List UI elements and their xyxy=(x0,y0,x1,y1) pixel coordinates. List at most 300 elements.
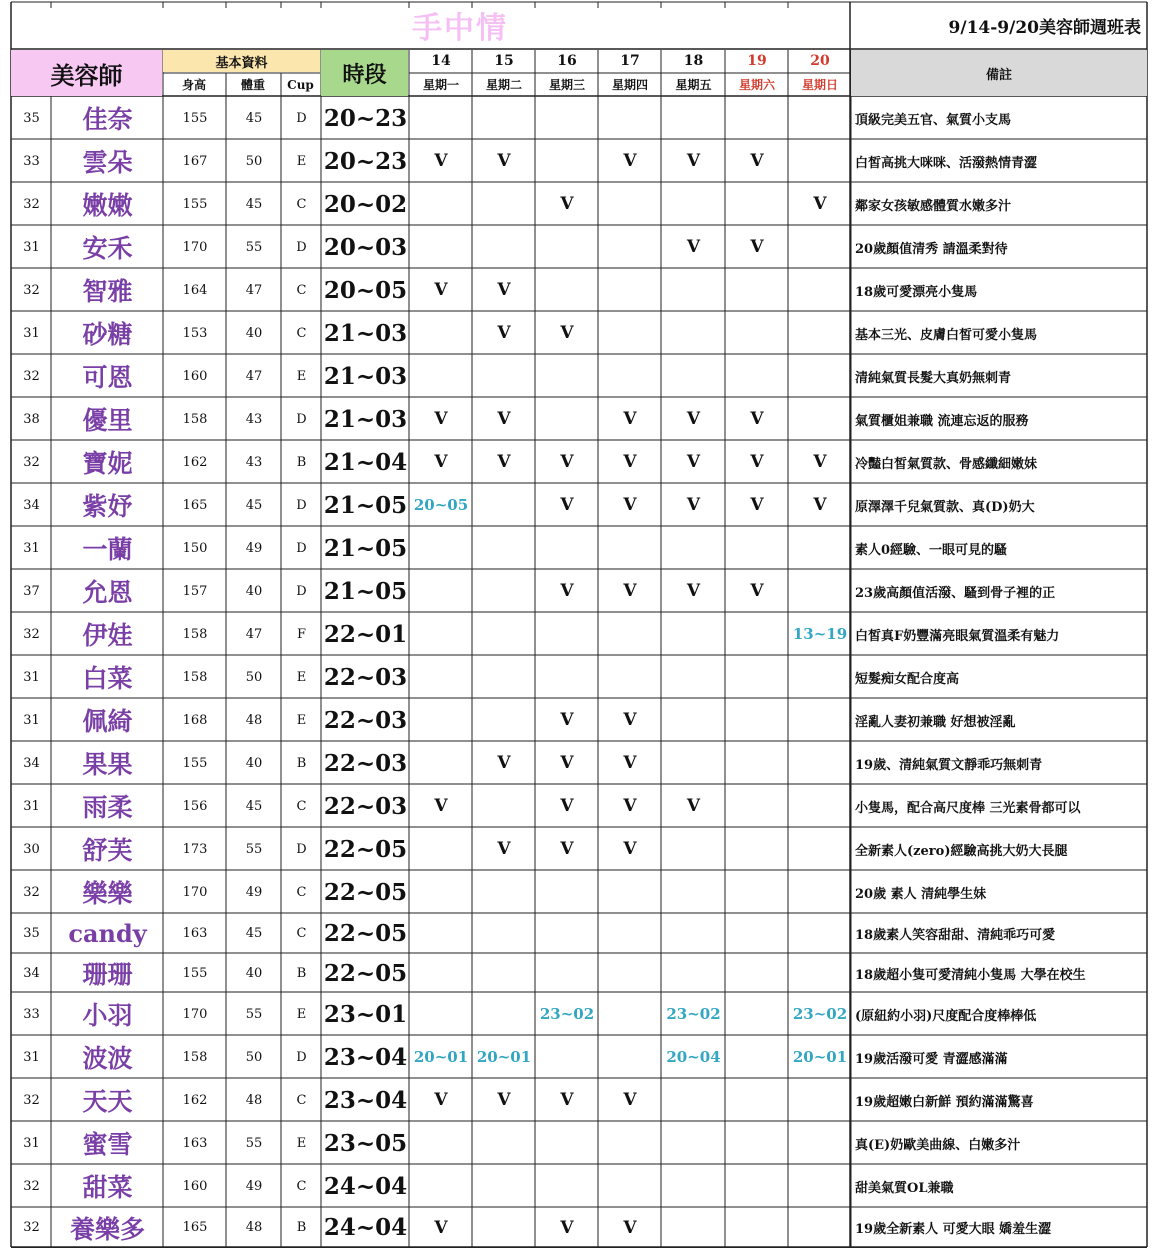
schedule-cell-16 xyxy=(536,613,598,655)
schedule-cell-18: 20~04 xyxy=(666,1048,721,1066)
schedule-cell-19 xyxy=(726,1036,788,1078)
schedule-cell-14 xyxy=(410,742,472,784)
schedule-cell-15 xyxy=(473,1165,535,1207)
time-slot: 24~04 xyxy=(323,1214,408,1241)
schedule-cell-17 xyxy=(599,355,661,397)
schedule-cell-17: V xyxy=(623,710,637,730)
week-schedule-title: 9/14-9/20美容師週班表 xyxy=(948,17,1141,38)
therapist-name: 舒芙 xyxy=(82,836,133,865)
time-slot: 24~04 xyxy=(323,1172,408,1200)
header-basic-info: 基本資料 xyxy=(163,50,320,72)
schedule-cell-19: V xyxy=(750,409,764,429)
schedule-cell-20 xyxy=(789,871,851,913)
schedule-cell-16 xyxy=(536,355,598,397)
schedule-cell-19 xyxy=(726,97,788,139)
schedule-cell-20 xyxy=(789,226,851,268)
therapist-name: 可恩 xyxy=(82,363,133,392)
schedule-cell-17 xyxy=(599,226,661,268)
remark-text: 清純氣質長髮大真奶無刺青 xyxy=(855,370,1012,386)
weight-value: 49 xyxy=(245,1178,263,1194)
schedule-cell-19 xyxy=(726,742,788,784)
time-slot: 20~23 xyxy=(323,147,408,175)
weight-value: 55 xyxy=(245,1006,263,1022)
remark-text: 全新素人(zero)經驗高挑大奶大長腿 xyxy=(855,843,1068,859)
weight-value: 43 xyxy=(245,411,263,427)
row-number: 31 xyxy=(23,540,40,556)
time-slot: 22~01 xyxy=(323,620,408,648)
schedule-cell-20 xyxy=(789,1122,851,1164)
schedule-cell-16 xyxy=(536,97,598,139)
schedule-cell-14: V xyxy=(434,796,448,816)
row-number: 31 xyxy=(23,239,40,255)
schedule-cell-19 xyxy=(726,699,788,741)
therapist-name: 允恩 xyxy=(82,578,133,607)
schedule-cell-20 xyxy=(789,699,851,741)
weight-value: 45 xyxy=(245,926,263,941)
schedule-cell-15 xyxy=(473,785,535,827)
schedule-cell-15 xyxy=(473,613,535,655)
weight-value: 48 xyxy=(245,712,263,728)
schedule-cell-16: V xyxy=(560,710,574,730)
day-weekday-15: 星期二 xyxy=(485,78,522,92)
row-number: 34 xyxy=(23,755,40,771)
schedule-cell-15 xyxy=(473,226,535,268)
schedule-cell-17 xyxy=(599,97,661,139)
weight-value: 40 xyxy=(245,583,263,599)
schedule-cell-17 xyxy=(599,1122,661,1164)
schedule-cell-20 xyxy=(789,1208,851,1247)
weight-value: 40 xyxy=(245,965,263,981)
schedule-cell-15 xyxy=(473,656,535,698)
schedule-cell-14 xyxy=(410,993,472,1035)
remark-text: 20歲顏值清秀 請溫柔對待 xyxy=(855,241,1008,257)
row-number: 32 xyxy=(23,368,40,384)
weight-value: 55 xyxy=(245,239,263,255)
schedule-cell-15: V xyxy=(497,280,511,300)
schedule-cell-16 xyxy=(536,398,598,440)
time-slot: 22~05 xyxy=(323,878,408,906)
day-weekday-14: 星期一 xyxy=(422,78,459,92)
schedule-cell-14 xyxy=(410,1122,472,1164)
schedule-cell-16: V xyxy=(560,194,574,214)
remark-text: 20歲 素人 清純學生妹 xyxy=(855,886,987,902)
schedule-cell-18 xyxy=(662,1079,725,1121)
schedule-cell-17: V xyxy=(623,1217,637,1238)
weight-value: 49 xyxy=(245,884,263,900)
weight-value: 47 xyxy=(245,368,263,384)
cup-value: E xyxy=(296,712,307,728)
schedule-cell-16: V xyxy=(560,323,574,343)
schedule-cell-17 xyxy=(599,656,661,698)
schedule-cell-14 xyxy=(410,355,472,397)
height-value: 158 xyxy=(182,1049,208,1065)
schedule-cell-17 xyxy=(599,1165,661,1207)
time-slot: 23~05 xyxy=(323,1129,408,1157)
time-slot: 22~05 xyxy=(323,835,408,863)
cup-value: D xyxy=(296,1049,307,1065)
schedule-cell-19 xyxy=(726,1079,788,1121)
schedule-cell-14: V xyxy=(434,1090,448,1110)
schedule-cell-16 xyxy=(536,1165,598,1207)
schedule-cell-14 xyxy=(410,699,472,741)
time-slot: 21~04 xyxy=(323,448,408,476)
height-value: 158 xyxy=(182,411,208,427)
schedule-cell-17 xyxy=(599,183,661,225)
time-slot: 22~03 xyxy=(323,792,408,820)
schedule-cell-19: V xyxy=(750,452,764,472)
cup-value: D xyxy=(296,841,307,857)
therapist-name: 佳奈 xyxy=(82,105,133,134)
schedule-cell-15: V xyxy=(497,839,511,859)
cup-value: C xyxy=(296,1092,307,1108)
therapist-name: 果果 xyxy=(82,750,133,779)
schedule-cell-16 xyxy=(536,140,598,182)
schedule-cell-15 xyxy=(473,355,535,397)
schedule-cell-18: V xyxy=(686,581,701,601)
schedule-cell-18 xyxy=(662,527,725,569)
row-number: 32 xyxy=(23,1178,40,1194)
therapist-name: 紫妤 xyxy=(82,492,133,521)
schedule-cell-20 xyxy=(789,97,851,139)
schedule-cell-14 xyxy=(410,656,472,698)
schedule-cell-16 xyxy=(536,226,598,268)
row-number: 32 xyxy=(23,1092,40,1108)
schedule-cell-18 xyxy=(662,613,725,655)
schedule-cell-14 xyxy=(410,527,472,569)
therapist-name: 天天 xyxy=(82,1087,133,1116)
schedule-cell-18 xyxy=(662,312,725,354)
weight-value: 45 xyxy=(245,196,263,212)
weight-value: 50 xyxy=(245,1049,263,1065)
brand-title: 手中情 xyxy=(412,11,508,46)
remark-text: 19歲全新素人 可愛大眼 嬌羞生澀 xyxy=(855,1222,1052,1237)
schedule-cell-19: V xyxy=(750,237,764,257)
schedule-cell-18 xyxy=(662,914,725,953)
therapist-name: 蜜雪 xyxy=(82,1130,133,1159)
schedule-cell-16 xyxy=(536,954,598,992)
schedule-cell-14 xyxy=(410,871,472,913)
time-slot: 20~02 xyxy=(323,190,408,218)
remark-text: 冷豔白皙氣質款、骨感纖細嫩妹 xyxy=(855,456,1038,472)
schedule-cell-19 xyxy=(726,355,788,397)
schedule-cell-19: V xyxy=(750,495,764,515)
cup-value: C xyxy=(296,884,307,900)
cup-value: B xyxy=(296,755,307,771)
schedule-cell-19 xyxy=(726,1122,788,1164)
cup-value: C xyxy=(296,798,307,814)
cup-value: B xyxy=(296,965,307,981)
day-date-20: 20 xyxy=(810,53,830,69)
remark-text: 基本三光、皮膚白皙可愛小隻馬 xyxy=(855,327,1038,343)
day-date-17: 17 xyxy=(620,53,640,69)
schedule-cell-19 xyxy=(726,828,788,870)
weight-value: 40 xyxy=(245,325,263,341)
remark-text: 19歲超嫩白新鮮 預約滿滿驚喜 xyxy=(855,1094,1034,1110)
schedule-cell-16 xyxy=(536,871,598,913)
schedule-cell-17 xyxy=(599,269,661,311)
schedule-cell-16 xyxy=(536,1122,598,1164)
cup-value: F xyxy=(296,626,307,642)
schedule-cell-18: 23~02 xyxy=(666,1005,721,1023)
weight-value: 45 xyxy=(245,497,263,513)
schedule-cell-14 xyxy=(410,828,472,870)
height-value: 155 xyxy=(182,965,208,981)
schedule-cell-20: V xyxy=(813,452,827,472)
row-number: 33 xyxy=(23,153,40,169)
schedule-cell-17: V xyxy=(623,753,637,773)
schedule-cell-14 xyxy=(410,97,472,139)
cup-value: E xyxy=(296,1006,307,1022)
schedule-cell-19 xyxy=(726,312,788,354)
weight-value: 43 xyxy=(245,454,263,470)
schedule-cell-20 xyxy=(789,954,851,992)
height-value: 165 xyxy=(182,1220,208,1235)
therapist-name: 白菜 xyxy=(82,664,133,693)
height-value: 157 xyxy=(182,583,208,599)
schedule-cell-18: V xyxy=(686,237,701,257)
schedule-cell-17 xyxy=(599,871,661,913)
therapist-name: 雲朵 xyxy=(82,148,133,177)
height-value: 162 xyxy=(182,454,208,470)
row-number: 34 xyxy=(23,497,40,513)
remark-text: 19歲、清純氣質文靜乖巧無刺青 xyxy=(855,757,1043,773)
height-value: 170 xyxy=(182,884,208,900)
schedule-cell-19 xyxy=(726,269,788,311)
remark-text: 18歲素人笑容甜甜、清純乖巧可愛 xyxy=(855,928,1056,943)
schedule-cell-15 xyxy=(473,527,535,569)
schedule-cell-15 xyxy=(473,97,535,139)
height-value: 158 xyxy=(182,669,208,685)
schedule-cell-20 xyxy=(789,785,851,827)
schedule-cell-19 xyxy=(726,1165,788,1207)
schedule-cell-14 xyxy=(410,1165,472,1207)
schedule-cell-20 xyxy=(789,656,851,698)
height-value: 163 xyxy=(182,1135,208,1151)
schedule-cell-14 xyxy=(410,613,472,655)
time-slot: 21~05 xyxy=(323,534,408,562)
remark-text: 原澤澤千兒氣質款、真(D)奶大 xyxy=(855,499,1035,515)
schedule-cell-18 xyxy=(662,97,725,139)
day-date-19: 19 xyxy=(747,53,767,69)
schedule-cell-18 xyxy=(662,871,725,913)
schedule-cell-16: V xyxy=(560,581,574,601)
height-value: 173 xyxy=(182,841,208,857)
schedule-cell-14: V xyxy=(434,409,448,429)
therapist-name: 小羽 xyxy=(82,1001,133,1030)
height-value: 168 xyxy=(182,712,208,728)
remark-text: 頂級完美五官、氣質小支馬 xyxy=(855,112,1012,128)
schedule-cell-15: V xyxy=(497,151,511,171)
time-slot: 21~03 xyxy=(323,362,408,390)
schedule-cell-18 xyxy=(662,355,725,397)
schedule-cell-20: V xyxy=(813,495,827,515)
remark-text: 鄰家女孩敏感體質水嫩多汁 xyxy=(855,198,1012,214)
height-value: 160 xyxy=(182,1178,208,1194)
therapist-name: 佩綺 xyxy=(82,707,133,736)
schedule-cell-15 xyxy=(473,954,535,992)
schedule-cell-20: V xyxy=(813,194,827,214)
row-number: 31 xyxy=(23,1049,40,1065)
cup-value: C xyxy=(296,926,307,941)
schedule-cell-15 xyxy=(473,914,535,953)
schedule-cell-17 xyxy=(599,954,661,992)
schedule-cell-16: V xyxy=(560,452,574,472)
height-value: 162 xyxy=(182,1092,208,1108)
row-number: 37 xyxy=(23,583,40,599)
schedule-cell-15: V xyxy=(497,753,511,773)
therapist-name: 雨柔 xyxy=(82,793,133,822)
schedule-cell-16 xyxy=(536,914,598,953)
cup-value: D xyxy=(296,239,307,255)
weight-value: 50 xyxy=(245,153,263,169)
schedule-cell-20: 13~19 xyxy=(792,625,848,643)
schedule-cell-20 xyxy=(789,140,851,182)
weight-value: 48 xyxy=(245,1220,263,1235)
remark-text: (原紐約小羽)尺度配合度棒棒低 xyxy=(855,1008,1037,1024)
remark-text: 白皙高挑大咪咪、活潑熱情青澀 xyxy=(855,155,1038,171)
cup-value: E xyxy=(296,153,307,169)
weight-value: 50 xyxy=(245,669,263,685)
schedule-cell-20 xyxy=(789,1079,851,1121)
remark-text: 淫亂人妻初兼職 好想被淫亂 xyxy=(855,714,1016,730)
remark-text: 短髮痴女配合度高 xyxy=(855,671,960,687)
therapist-name: 養樂多 xyxy=(69,1214,145,1244)
schedule-cell-20 xyxy=(789,398,851,440)
schedule-cell-18 xyxy=(662,656,725,698)
time-slot: 22~05 xyxy=(323,959,408,987)
schedule-cell-15 xyxy=(473,993,535,1035)
time-slot: 20~03 xyxy=(323,233,408,261)
schedule-cell-18: V xyxy=(686,409,701,429)
row-number: 38 xyxy=(23,411,40,427)
header-therapist: 美容師 xyxy=(11,50,162,96)
schedule-cell-15 xyxy=(473,1122,535,1164)
schedule-cell-17: V xyxy=(623,452,637,472)
schedule-cell-19 xyxy=(726,613,788,655)
time-slot: 21~03 xyxy=(323,319,408,347)
schedule-cell-14: 20~05 xyxy=(413,496,469,514)
schedule-cell-20 xyxy=(789,1165,851,1207)
schedule-cell-16 xyxy=(536,1036,598,1078)
schedule-cell-20 xyxy=(789,355,851,397)
cup-value: C xyxy=(296,1178,307,1194)
schedule-cell-19 xyxy=(726,1208,788,1247)
schedule-cell-17 xyxy=(599,613,661,655)
cup-value: E xyxy=(296,368,307,384)
schedule-cell-18 xyxy=(662,183,725,225)
cup-value: D xyxy=(296,411,307,427)
schedule-cell-16: V xyxy=(560,1090,574,1110)
header-time-slot: 時段 xyxy=(321,50,408,96)
height-value: 155 xyxy=(182,755,208,771)
height-value: 170 xyxy=(182,1006,208,1022)
schedule-cell-14 xyxy=(410,570,472,612)
remark-text: 素人0經驗、一眼可見的騷 xyxy=(855,542,1008,558)
schedule-cell-15 xyxy=(473,570,535,612)
schedule-cell-15 xyxy=(473,871,535,913)
cup-value: D xyxy=(296,497,307,513)
schedule-cell-19 xyxy=(726,785,788,827)
row-number: 31 xyxy=(23,669,40,685)
remark-text: 23歲高顏值活潑、騷到骨子裡的正 xyxy=(855,585,1056,601)
schedule-cell-19: V xyxy=(750,151,764,171)
height-value: 158 xyxy=(182,626,208,642)
schedule-cell-14 xyxy=(410,312,472,354)
schedule-cell-17: V xyxy=(623,581,637,601)
cup-value: D xyxy=(296,583,307,599)
schedule-cell-19 xyxy=(726,183,788,225)
schedule-cell-17 xyxy=(599,993,661,1035)
schedule-cell-17: V xyxy=(623,151,637,171)
row-number: 32 xyxy=(23,884,40,900)
weight-value: 47 xyxy=(245,626,263,642)
weight-value: 49 xyxy=(245,540,263,556)
schedule-cell-17 xyxy=(599,312,661,354)
day-date-16: 16 xyxy=(557,53,577,69)
row-number: 31 xyxy=(23,325,40,341)
time-slot: 21~03 xyxy=(323,405,408,433)
schedule-cell-16: V xyxy=(560,495,574,515)
weight-value: 45 xyxy=(245,110,263,126)
schedule-cell-14 xyxy=(410,226,472,268)
time-slot: 21~05 xyxy=(323,577,408,605)
weight-value: 55 xyxy=(245,841,263,857)
schedule-cell-19 xyxy=(726,527,788,569)
time-slot: 23~04 xyxy=(323,1043,408,1071)
schedule-cell-19 xyxy=(726,993,788,1035)
therapist-name: 珊珊 xyxy=(82,960,133,989)
header-cup: Cup xyxy=(287,77,314,92)
therapist-name: candy xyxy=(68,919,147,948)
cup-value: C xyxy=(296,196,307,212)
schedule-cell-16 xyxy=(536,656,598,698)
schedule-cell-19 xyxy=(726,871,788,913)
schedule-cell-15 xyxy=(473,183,535,225)
schedule-cell-16: V xyxy=(560,839,574,859)
cup-value: D xyxy=(296,540,307,556)
schedule-cell-18 xyxy=(662,954,725,992)
height-value: 160 xyxy=(182,368,208,384)
schedule-cell-17 xyxy=(599,1036,661,1078)
height-value: 153 xyxy=(182,325,208,341)
row-number: 35 xyxy=(23,110,40,126)
schedule-cell-18 xyxy=(662,742,725,784)
schedule-cell-17: V xyxy=(623,1090,637,1110)
schedule-cell-14: V xyxy=(434,151,448,171)
header-weight: 體重 xyxy=(240,78,265,92)
schedule-cell-18 xyxy=(662,1165,725,1207)
schedule-cell-15 xyxy=(473,1208,535,1247)
schedule-cell-18: V xyxy=(686,495,701,515)
schedule-cell-15: V xyxy=(497,323,511,343)
time-slot: 22~03 xyxy=(323,663,408,691)
weight-value: 40 xyxy=(245,755,263,771)
row-number: 31 xyxy=(23,1135,40,1151)
height-value: 155 xyxy=(182,196,208,212)
remark-text: 甜美氣質OL兼職 xyxy=(855,1180,954,1196)
weight-value: 48 xyxy=(245,1092,263,1108)
schedule-cell-17: V xyxy=(623,839,637,859)
time-slot: 20~05 xyxy=(323,276,408,304)
schedule-cell-19 xyxy=(726,656,788,698)
schedule-cell-18 xyxy=(662,1208,725,1247)
schedule-cell-18 xyxy=(662,269,725,311)
schedule-cell-15 xyxy=(473,484,535,526)
cup-value: C xyxy=(296,282,307,298)
schedule-cell-20 xyxy=(789,828,851,870)
height-value: 167 xyxy=(182,153,208,169)
time-slot: 22~05 xyxy=(323,920,408,947)
